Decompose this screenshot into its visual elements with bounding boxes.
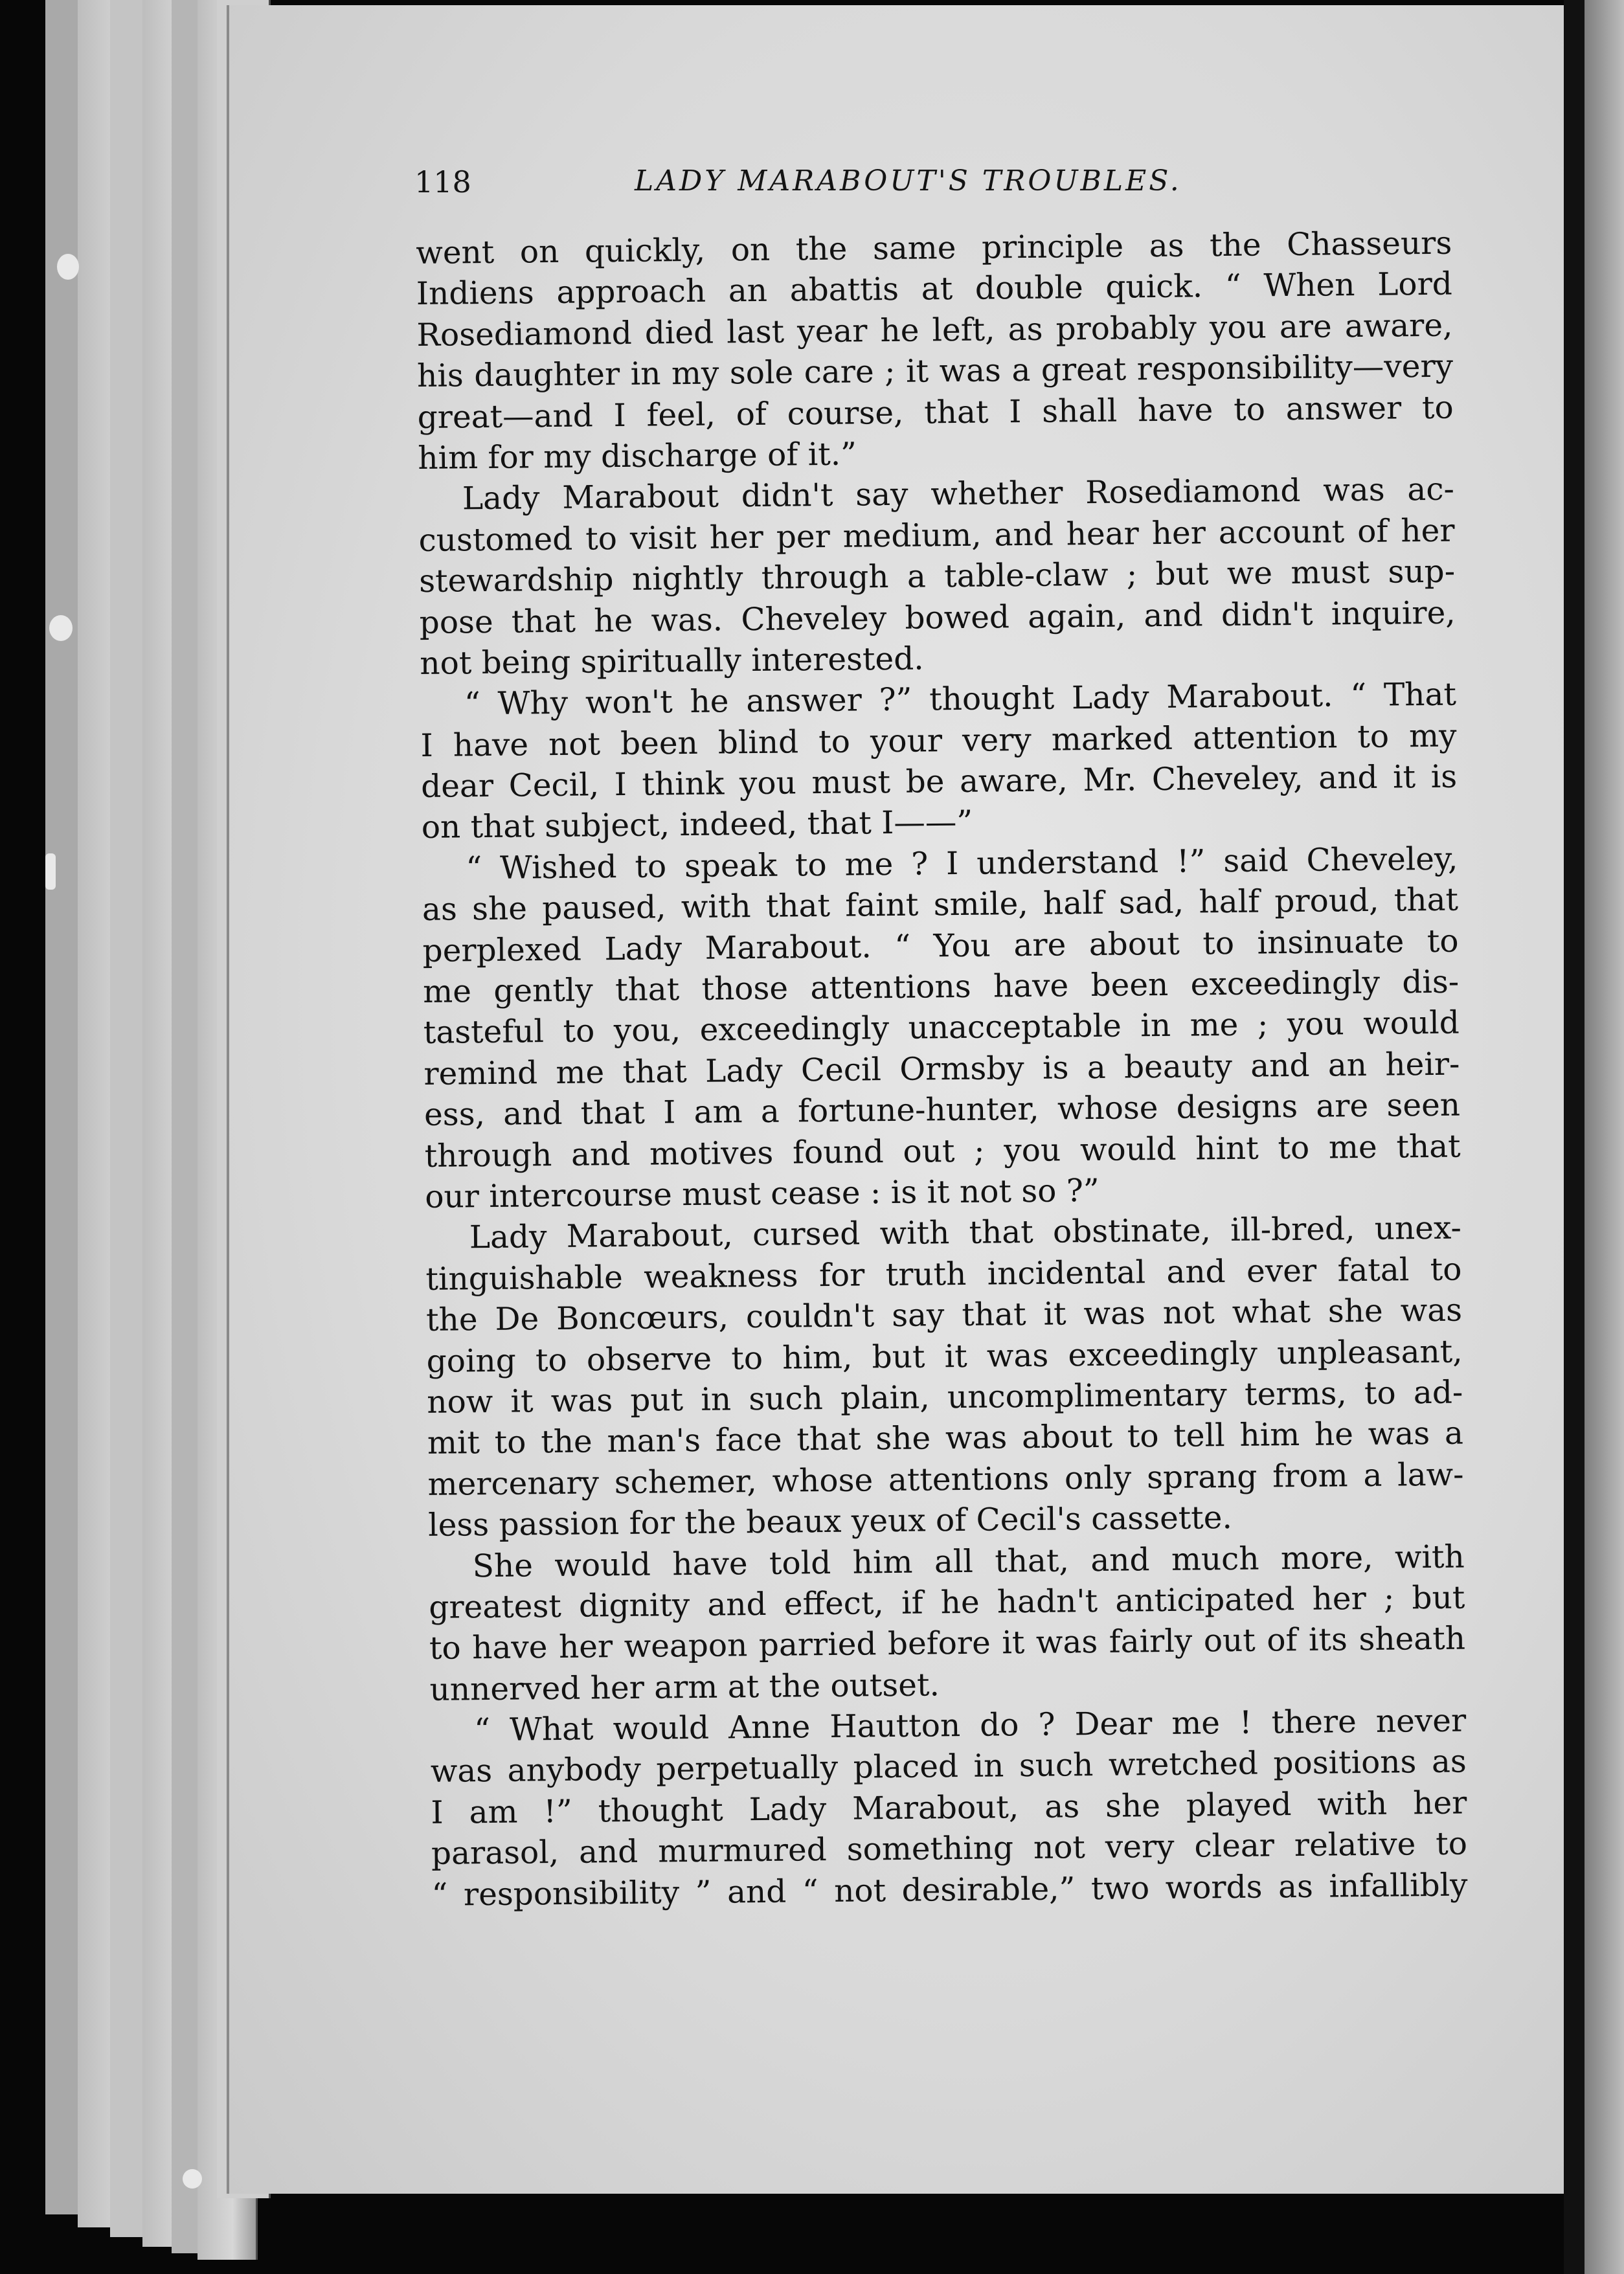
- scan-speck: [49, 615, 73, 641]
- text-line: as she paused, with that faint smile, half sad, half proud, that: [422, 881, 1459, 929]
- text-line: “ Wished to speak to me ? I understand !” said Cheveley,: [466, 840, 1458, 887]
- text-line: less passion for the beaux yeux of Cecil's cassette.: [427, 1500, 1233, 1544]
- scan-speck: [183, 2169, 202, 2189]
- body-text: [416, 223, 1468, 1916]
- text-line: mit to the man's face that she was about to tell him he was a: [427, 1415, 1464, 1462]
- text-line: going to observe to him, but it was exceedingly unpleasant,: [426, 1333, 1463, 1380]
- text-line: him for my discharge of it.”: [418, 436, 857, 477]
- text-line: perplexed Lady Marabout. “ You are about to insinuate to: [422, 923, 1459, 969]
- text-line: “ What would Anne Hautton do ? Dear me ! there never: [473, 1702, 1467, 1749]
- text-line: me gently that those attentions have been exceedingly dis-: [422, 963, 1460, 1010]
- next-page-sliver: [1585, 0, 1624, 2274]
- page-number: 118: [414, 164, 471, 199]
- text-line: unnerved her arm at the outset.: [429, 1667, 940, 1708]
- text-line: customed to visit her per medium, and hear her account of her: [418, 512, 1455, 559]
- text-line: his daughter in my sole care ; it was a great responsibility—very: [416, 348, 1454, 395]
- text-line: our intercourse must cease : is it not so ?”: [425, 1172, 1100, 1215]
- text-line: to have her weapon parried before it was fairly out of its sheath: [429, 1620, 1466, 1667]
- text-line: greatest dignity and effect, if he hadn't anticipated her ; but: [429, 1579, 1465, 1626]
- text-line: great—and I feel, of course, that I shall have to answer to: [417, 389, 1454, 436]
- text-line: I have not been blind to your very marked attention to my: [420, 717, 1457, 764]
- text-line: the De Boncœurs, couldn't say that it was not what she was: [425, 1292, 1463, 1339]
- text-line: Lady Marabout, cursed with that obstinate, ill-bred, unex-: [469, 1210, 1462, 1256]
- scan-speck: [57, 254, 79, 280]
- text-line: Rosediamond died last year he left, as probably you are aware,: [416, 307, 1453, 354]
- running-title: LADY MARABOUT'S TROUBLES.: [635, 164, 1182, 197]
- text-line: ess, and that I am a fortune-hunter, whose designs are seen: [423, 1086, 1461, 1134]
- text-line: “ responsibility ” and “ not desirable,” two words as infallibly: [431, 1867, 1468, 1913]
- text-line: “ Why won't he answer ?” thought Lady Marabout. “ That: [464, 676, 1457, 723]
- text-line: tasteful to you, exceedingly unacceptable in me ; you would: [423, 1005, 1460, 1052]
- text-line: tinguishable weakness for truth incidental and ever fatal to: [425, 1251, 1462, 1298]
- text-line: remind me that Lady Cecil Ormsby is a beauty and an heir-: [423, 1046, 1460, 1092]
- text-line: was anybody perpetually placed in such wretched positions as: [430, 1743, 1467, 1790]
- text-line: Lady Marabout didn't say whether Rosediamond was ac-: [462, 471, 1455, 517]
- text-line: She would have told him all that, and much more, with: [472, 1538, 1465, 1584]
- text-line: mercenary schemer, whose attentions only sprang from a law-: [427, 1456, 1464, 1503]
- book-gutter: [1564, 0, 1585, 2274]
- text-line: not being spiritually interested.: [420, 640, 924, 682]
- text-line: parasol, and murmured something not very clear relative to: [431, 1825, 1468, 1873]
- text-line: stewardship nightly through a table-claw ; but we must sup-: [418, 553, 1456, 600]
- scan-speck: [45, 853, 56, 890]
- text-line: dear Cecil, I think you must be aware, Mr. Cheveley, and it is: [420, 758, 1458, 805]
- text-line: through and motives found out ; you would hint to me that: [424, 1128, 1461, 1175]
- text-line: Indiens approach an abattis at double quick. “ When Lord: [416, 266, 1453, 313]
- running-head: [414, 164, 1224, 216]
- text-line: pose that he was. Cheveley bowed again, and didn't inquire,: [419, 594, 1456, 641]
- text-line: went on quickly, on the same principle as the Chasseurs: [416, 225, 1452, 271]
- text-line: now it was put in such plain, uncomplimentary terms, to ad-: [427, 1374, 1463, 1421]
- text-line: I am !” thought Lady Marabout, as she played with her: [431, 1784, 1467, 1831]
- text-line: on that subject, indeed, that I——”: [421, 804, 973, 846]
